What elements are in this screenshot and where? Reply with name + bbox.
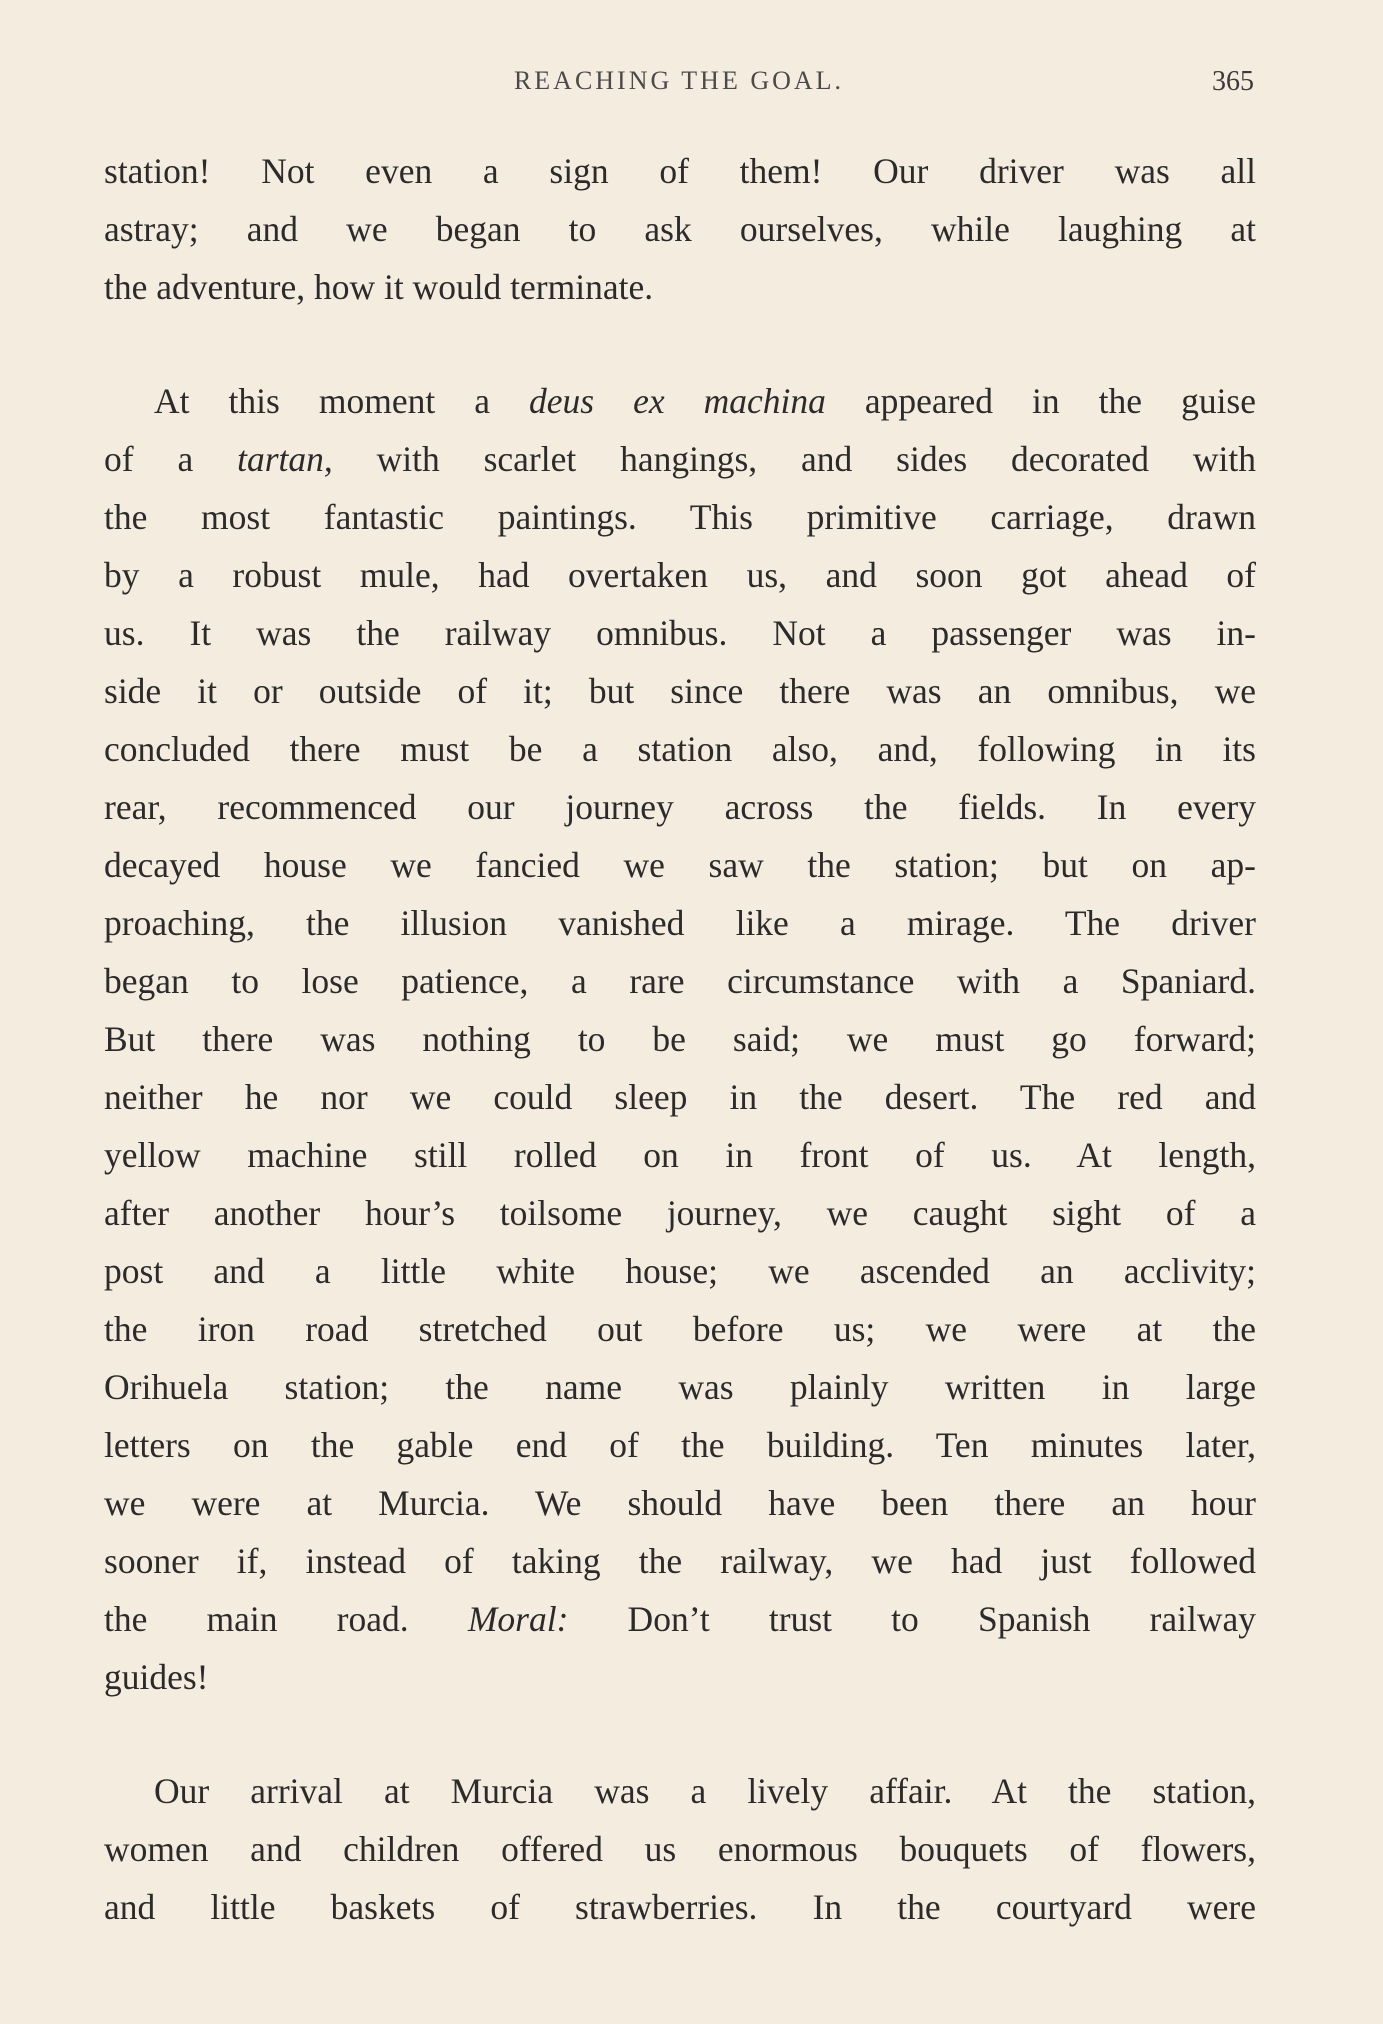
running-title: REACHING THE GOAL. <box>513 66 845 95</box>
italic-phrase: tartan, <box>237 439 333 479</box>
text-line: But there was nothing to be said; we must go forward; <box>104 1019 1256 1059</box>
text-line: we were at Murcia. We should have been there an hour <box>104 1483 1256 1523</box>
text-line: station! Not even a sign of them! Our driver was all <box>104 151 1256 191</box>
text-line: and little baskets of strawberries. In the courtyard were <box>104 1887 1256 1927</box>
italic-phrase: Moral: <box>467 1599 569 1639</box>
page-number: 365 <box>1212 66 1254 97</box>
text-line: neither he nor we could sleep in the desert. The red and <box>104 1077 1256 1117</box>
paragraph <box>104 142 1256 316</box>
text-line: the main road. Moral: Don’t trust to Spanish railway <box>104 1599 1256 1639</box>
text-line: by a robust mule, had overtaken us, and soon got ahead of <box>104 555 1256 595</box>
text-line: rear, recommenced our journey across the fields. In every <box>104 787 1256 827</box>
text-line: letters on the gable end of the building. Ten minutes later, <box>104 1425 1256 1465</box>
text-line: the most fantastic paintings. This primitive carriage, drawn <box>104 497 1256 537</box>
text-line: began to lose patience, a rare circumstance with a Spaniard. <box>104 961 1256 1001</box>
text-line: At this moment a deus ex machina appeared in the guise <box>154 381 1256 421</box>
text-line: astray; and we began to ask ourselves, while laughing at <box>104 209 1256 249</box>
body-text <box>104 142 1256 1936</box>
text-line: side it or outside of it; but since there was an omnibus, we <box>104 671 1256 711</box>
text-line: of a tartan, with scarlet hangings, and sides decorated with <box>104 439 1256 479</box>
running-head <box>104 62 1254 102</box>
text-line: concluded there must be a station also, and, following in its <box>104 729 1256 769</box>
text-line: Our arrival at Murcia was a lively affair. At the station, <box>154 1771 1256 1811</box>
text-line: Orihuela station; the name was plainly written in large <box>104 1367 1256 1407</box>
paragraph <box>104 372 1256 1706</box>
text-line: proaching, the illusion vanished like a mirage. The driver <box>104 903 1256 943</box>
text-line: guides! <box>104 1657 209 1697</box>
italic-phrase: deus ex machina <box>529 381 826 421</box>
text-line: us. It was the railway omnibus. Not a passenger was in- <box>104 613 1256 653</box>
text-line: sooner if, instead of taking the railway, we had just followed <box>104 1541 1256 1581</box>
text-line: the adventure, how it would terminate. <box>104 267 654 307</box>
text-line: post and a little white house; we ascended an acclivity; <box>104 1251 1256 1291</box>
text-line: decayed house we fancied we saw the station; but on ap- <box>104 845 1256 885</box>
text-line: after another hour’s toilsome journey, we caught sight of a <box>104 1193 1256 1233</box>
paragraph <box>104 1762 1256 1936</box>
text-line: yellow machine still rolled on in front of us. At length, <box>104 1135 1256 1175</box>
text-line: women and children offered us enormous bouquets of flowers, <box>104 1829 1256 1869</box>
text-line: the iron road stretched out before us; we were at the <box>104 1309 1256 1349</box>
